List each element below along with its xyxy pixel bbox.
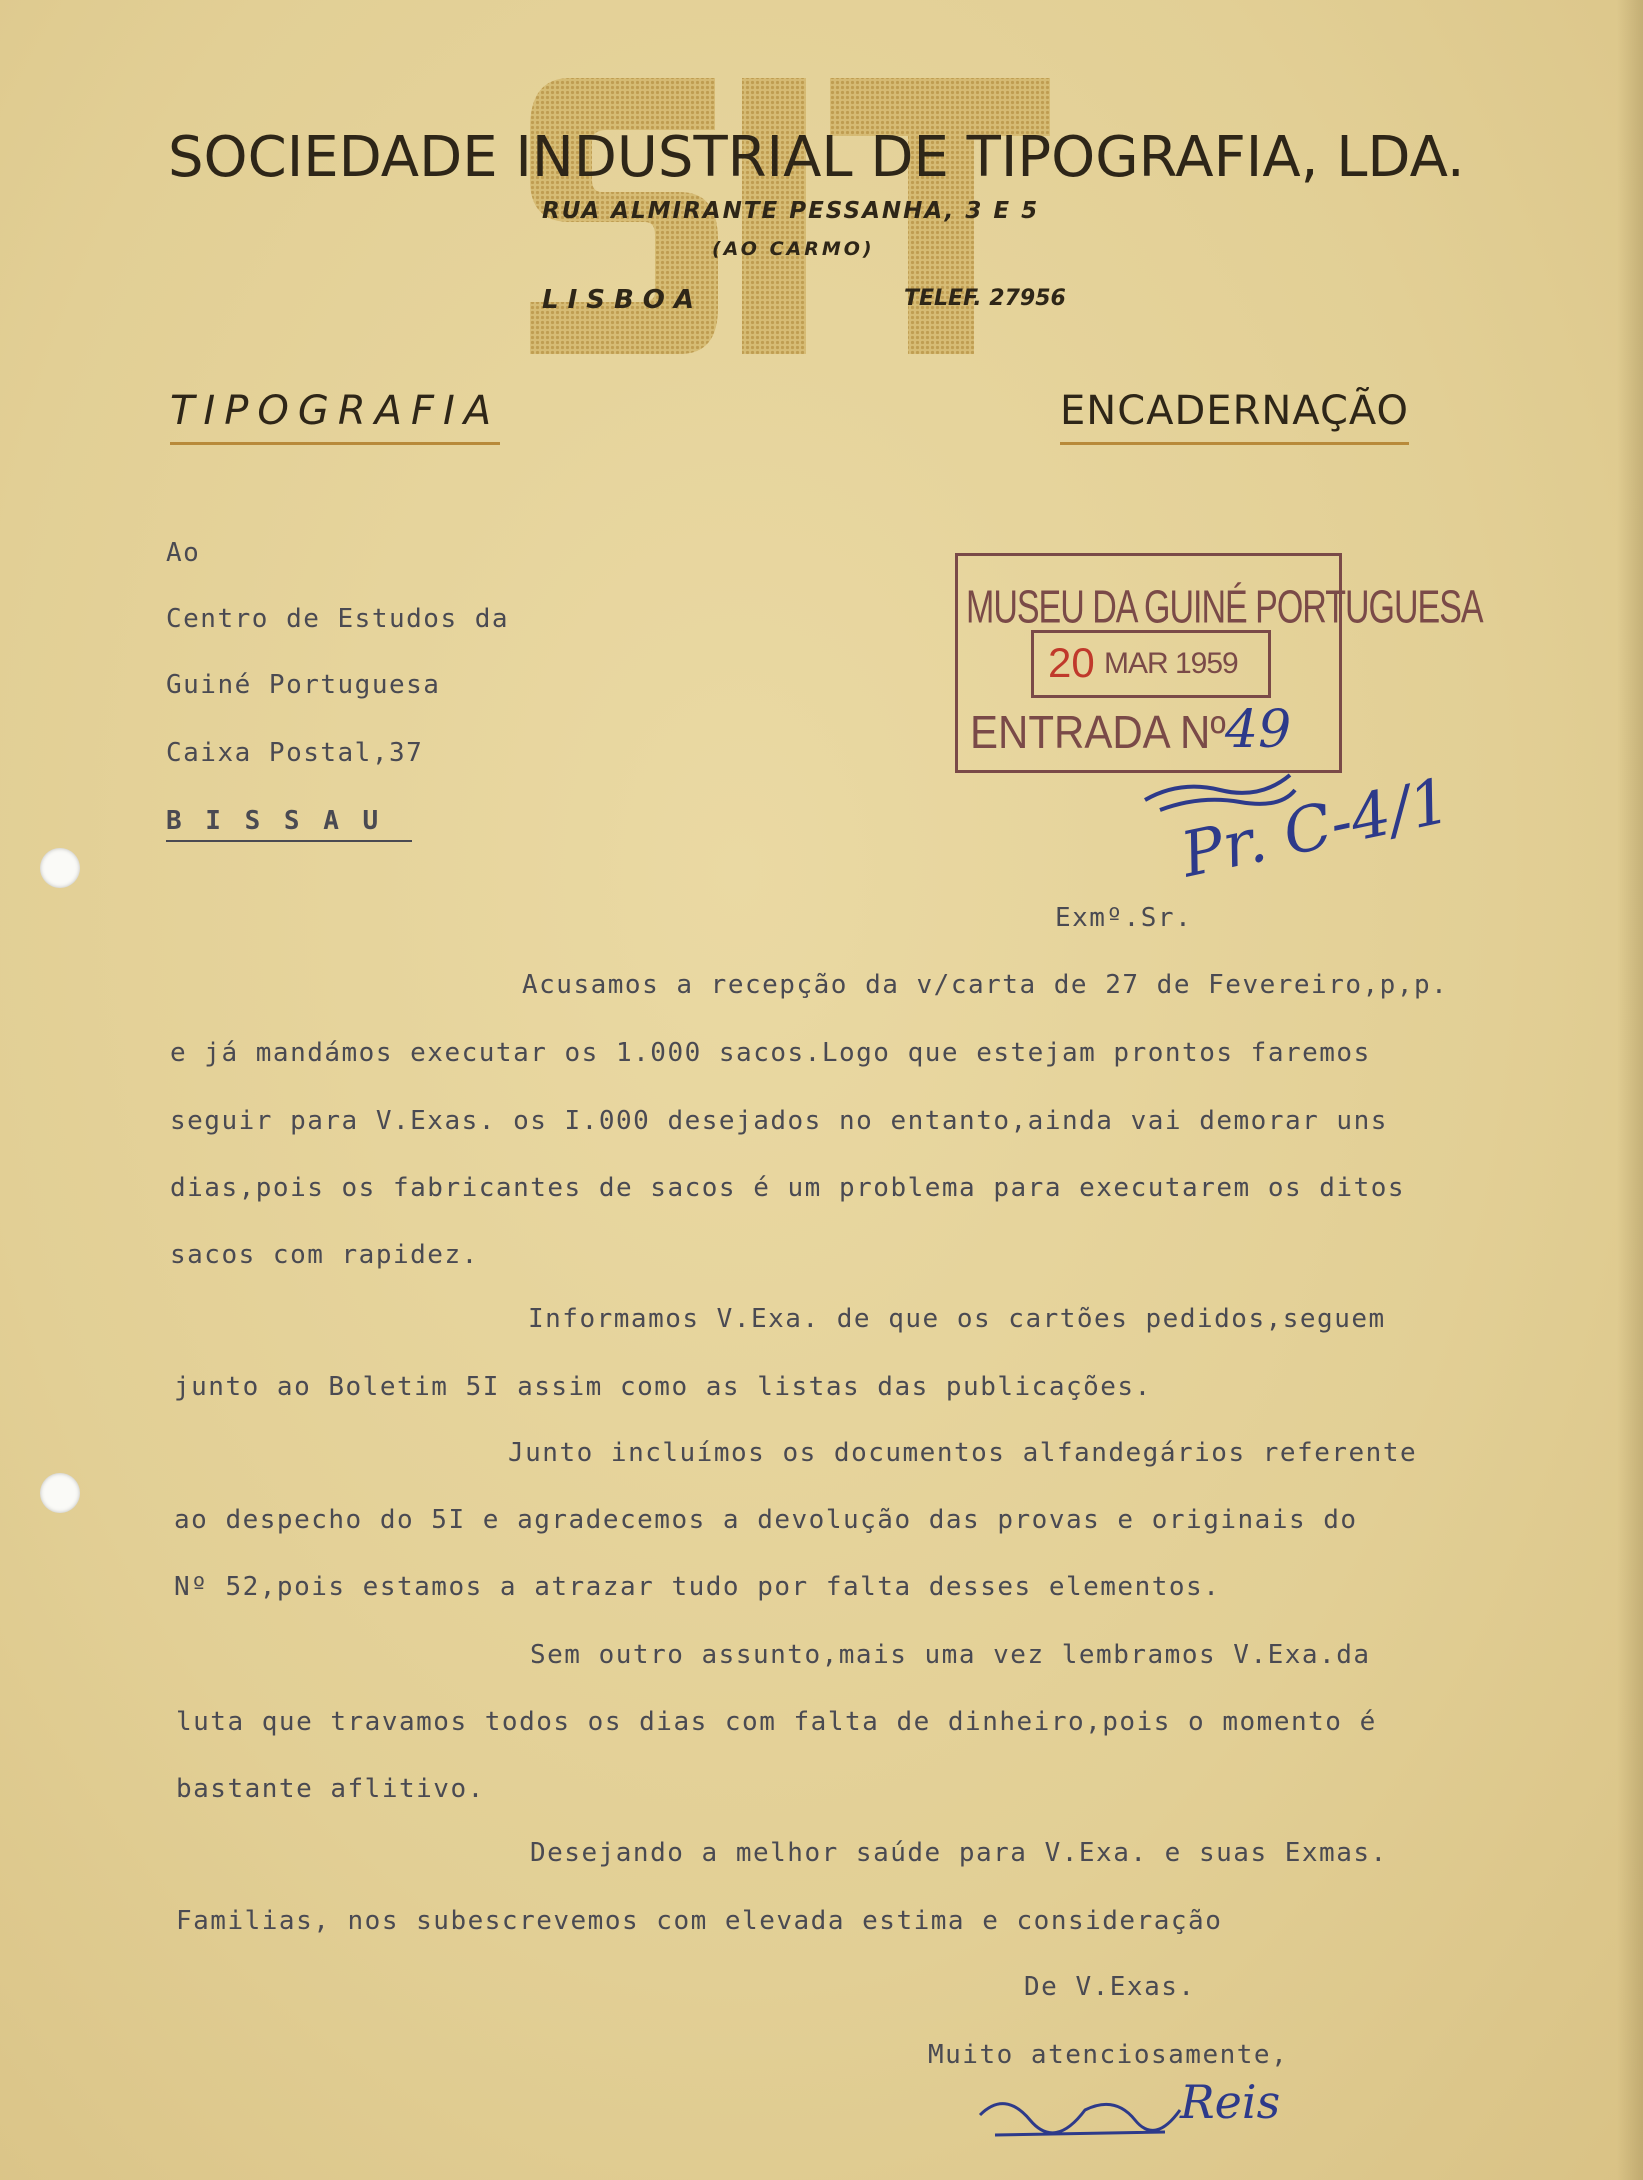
punch-hole-bottom [40, 1473, 80, 1513]
dept-bookbinding: ENCADERNAÇÃO [1060, 388, 1409, 445]
recipient-line-1: Ao [166, 538, 201, 568]
closing-line-2: Muito atenciosamente, [928, 2040, 1289, 2070]
body-line-3: seguir para V.Exas. os I.000 desejados no entanto,ainda vai demorar uns [170, 1106, 1388, 1136]
closing-line-1: De V.Exas. [1024, 1972, 1196, 2002]
recipient-city: B I S S A U [166, 806, 412, 842]
handwritten-reference: Pr. C-4/1 [1175, 763, 1457, 892]
salutation: Exmº.Sr. [1055, 903, 1193, 933]
body-line-1: Acusamos a recepção da v/carta de 27 de Fevereiro,p,p. [522, 970, 1449, 1000]
body-line-2: e já mandámos executar os 1.000 sacos.Logo que estejam prontos faremos [170, 1038, 1371, 1068]
body-line-7: junto ao Boletim 5I assim como as listas das publicações. [174, 1372, 1152, 1402]
address-city: LISBOA [542, 285, 704, 315]
address-phone: TELEF. 27956 [904, 286, 1066, 311]
body-line-5: sacos com rapidez. [170, 1240, 479, 1270]
address-street: RUA ALMIRANTE PESSANHA, 3 E 5 [542, 198, 1040, 224]
body-line-10: Nº 52,pois estamos a atrazar tudo por falta desses elementos. [174, 1572, 1221, 1602]
stamp-entry-label: ENTRADA Nº [970, 706, 1226, 758]
stamp-day: 20 [1048, 639, 1095, 686]
stamp-entry-number: 49 [1225, 700, 1292, 760]
page-edge-shadow [1617, 0, 1643, 2180]
body-line-14: Desejando a melhor saúde para V.Exa. e suas Exmas. [530, 1838, 1388, 1868]
stamp-museum-name: MUSEU DA GUINÉ PORTUGUESA [966, 582, 1483, 634]
punch-hole-top [40, 848, 80, 888]
recipient-line-4: Caixa Postal,37 [166, 738, 424, 768]
dept-typography: TIPOGRAFIA [170, 388, 500, 445]
company-name: SOCIEDADE INDUSTRIAL DE TIPOGRAFIA, LDA. [168, 125, 1465, 190]
body-line-12: luta que travamos todos os dias com falta de dinheiro,pois o momento é [176, 1707, 1377, 1737]
recipient-line-3: Guiné Portuguesa [166, 670, 441, 700]
signature-flourish [975, 2080, 1185, 2150]
stamp-date-box [1031, 630, 1271, 698]
body-line-13: bastante aflitivo. [176, 1774, 485, 1804]
body-line-15: Familias, nos subescrevemos com elevada estima e consideração [176, 1906, 1223, 1936]
handwritten-signature: Reis [1180, 2075, 1281, 2129]
body-line-9: ao despecho do 5I e agradecemos a devolução das provas e originais do [174, 1505, 1358, 1535]
recipient-line-2: Centro de Estudos da [166, 604, 510, 634]
body-line-4: dias,pois os fabricantes de sacos é um problema para executarem os ditos [170, 1173, 1406, 1203]
body-line-6: Informamos V.Exa. de que os cartões pedidos,seguem [528, 1304, 1386, 1334]
address-district: (AO CARMO) [712, 238, 875, 260]
body-line-8: Junto incluímos os documentos alfandegários referente [508, 1438, 1418, 1468]
stamp-month-year: MAR 1959 [1104, 647, 1238, 680]
body-line-11: Sem outro assunto,mais uma vez lembramos V.Exa.da [530, 1640, 1371, 1670]
